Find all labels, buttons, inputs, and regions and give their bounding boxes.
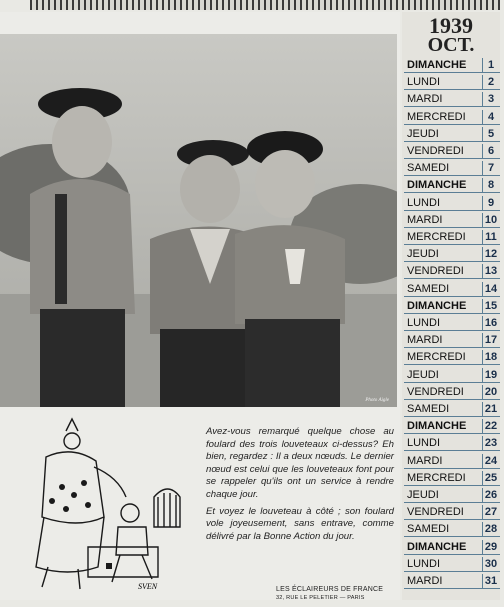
calendar-day-row [404, 109, 500, 125]
calendar-day-row [404, 298, 500, 314]
day-name: DIMANCHE [407, 420, 467, 433]
calendar-day-row [404, 246, 500, 262]
calendar-year: 1939 [429, 13, 473, 38]
publisher-name: LES ÉCLAIREURS DE FRANCE [276, 586, 384, 593]
day-number: 14 [482, 282, 499, 296]
calendar-day-row [404, 435, 500, 451]
day-number: 27 [482, 505, 499, 519]
calendar-day-row [404, 418, 500, 434]
day-name: LUNDI [407, 196, 441, 209]
scouts-photo [0, 34, 397, 407]
day-name: SAMEDI [407, 403, 450, 415]
day-number: 19 [482, 368, 499, 382]
day-number: 4 [482, 110, 499, 124]
calendar-day-row [404, 160, 500, 176]
day-number: 25 [482, 471, 499, 485]
day-name: LUNDI [407, 557, 441, 570]
day-name: JEUDI [407, 489, 439, 501]
day-name: LUNDI [407, 317, 441, 329]
calendar-day-row [404, 57, 500, 73]
day-number: 13 [482, 264, 499, 278]
day-name: SAMEDI [407, 162, 450, 175]
day-number: 21 [482, 402, 499, 416]
publisher-address: 32, RUE LE PELETIER — PARIS [276, 595, 365, 601]
day-number: 7 [482, 161, 499, 175]
calendar-day-row [404, 556, 500, 572]
calendar-page [0, 12, 400, 600]
day-number: 10 [482, 213, 499, 227]
calendar-day-row [404, 384, 500, 400]
cartoon-illustration [8, 417, 188, 602]
cartoon-drawing [8, 417, 188, 602]
calendar-day-row [404, 470, 500, 486]
day-number: 11 [482, 230, 499, 244]
calendar-day-row [404, 367, 500, 383]
calendar-day-row [404, 573, 500, 589]
day-number: 8 [482, 178, 499, 192]
calendar-day-row [404, 195, 500, 211]
day-name: MERCREDI [407, 231, 466, 243]
day-name: MARDI [407, 454, 443, 467]
calendar-day-row [404, 453, 500, 469]
day-name: DIMANCHE [407, 540, 467, 553]
day-name: DIMANCHE [407, 299, 467, 312]
day-name: MARDI [407, 575, 443, 587]
day-number: 9 [482, 196, 499, 210]
day-name: LUNDI [407, 76, 441, 89]
photo-credit: Photo Aigle [365, 398, 389, 403]
day-number: 5 [482, 127, 499, 141]
day-number: 17 [482, 333, 499, 347]
day-name: SAMEDI [407, 523, 450, 536]
calendar-strip [402, 12, 500, 600]
day-number: 18 [482, 350, 499, 364]
day-name: VENDREDI [407, 506, 464, 519]
photo-image [0, 34, 397, 407]
illustrator-signature: SVEN [138, 582, 158, 591]
day-name: VENDREDI [407, 145, 464, 157]
caption-paragraph-2: Et voyez le louveteau à côté ; son foulard vole joyeusement, sans entrave, comme délivré par la Bonne Action du jour. [206, 505, 394, 542]
calendar-day-row [404, 487, 500, 503]
spiral-binding [30, 0, 500, 10]
day-number: 16 [482, 316, 499, 330]
day-number: 1 [482, 58, 499, 72]
calendar-day-row [404, 281, 500, 297]
calendar-day-row [404, 263, 500, 279]
day-name: MARDI [407, 93, 443, 106]
calendar-day-row [404, 539, 500, 555]
day-number: 31 [482, 574, 499, 588]
day-number: 6 [482, 144, 499, 158]
calendar-day-row [404, 349, 500, 365]
calendar-day-row [404, 315, 500, 331]
calendar-day-row [404, 332, 500, 348]
calendar-day-row [404, 74, 500, 90]
calendar-day-row [404, 212, 500, 228]
calendar-day-row [404, 91, 500, 107]
day-number: 24 [482, 454, 499, 468]
calendar-header [402, 12, 500, 57]
day-name: JEUDI [407, 368, 439, 381]
calendar-day-row [404, 521, 500, 537]
day-number: 22 [482, 419, 499, 433]
day-name: MARDI [407, 213, 443, 226]
day-name: MERCREDI [407, 110, 466, 123]
day-name: LUNDI [407, 437, 441, 450]
day-name: JEUDI [407, 127, 439, 140]
day-number: 30 [482, 557, 499, 571]
day-number: 12 [482, 247, 499, 261]
day-number: 20 [482, 385, 499, 399]
day-name: VENDREDI [407, 385, 464, 398]
day-number: 26 [482, 488, 499, 502]
calendar-day-row [404, 177, 500, 193]
day-name: JEUDI [407, 248, 439, 261]
day-number: 28 [482, 522, 499, 536]
day-name: DIMANCHE [407, 179, 467, 192]
day-name: SAMEDI [407, 282, 450, 295]
day-number: 3 [482, 92, 499, 106]
day-name: VENDREDI [407, 265, 464, 278]
calendar-day-row [404, 126, 500, 142]
day-name: MERCREDI [407, 471, 466, 484]
calendar-day-row [404, 504, 500, 520]
calendar-day-row [404, 229, 500, 245]
calendar-day-row [404, 143, 500, 159]
day-number: 23 [482, 436, 499, 450]
day-number: 29 [482, 540, 499, 554]
publisher-info [276, 585, 383, 603]
calendar-month: OCT. [427, 34, 475, 56]
day-name: MERCREDI [407, 351, 466, 364]
day-number: 15 [482, 299, 499, 313]
caption-paragraph-1: Avez-vous remarqué quelque chose au foulard des trois louveteaux ci-dessus? Eh bien, regardez : Il a deux nœuds. Le dernier nœud est celui que les louveteaux font pour se rappeler qu'ils ont un service à rendre chaque jour. [206, 426, 394, 500]
day-number: 2 [482, 75, 499, 89]
calendar-day-row [404, 401, 500, 417]
day-name: DIMANCHE [407, 59, 467, 71]
caption-text [206, 426, 394, 547]
day-name: MARDI [407, 334, 443, 347]
